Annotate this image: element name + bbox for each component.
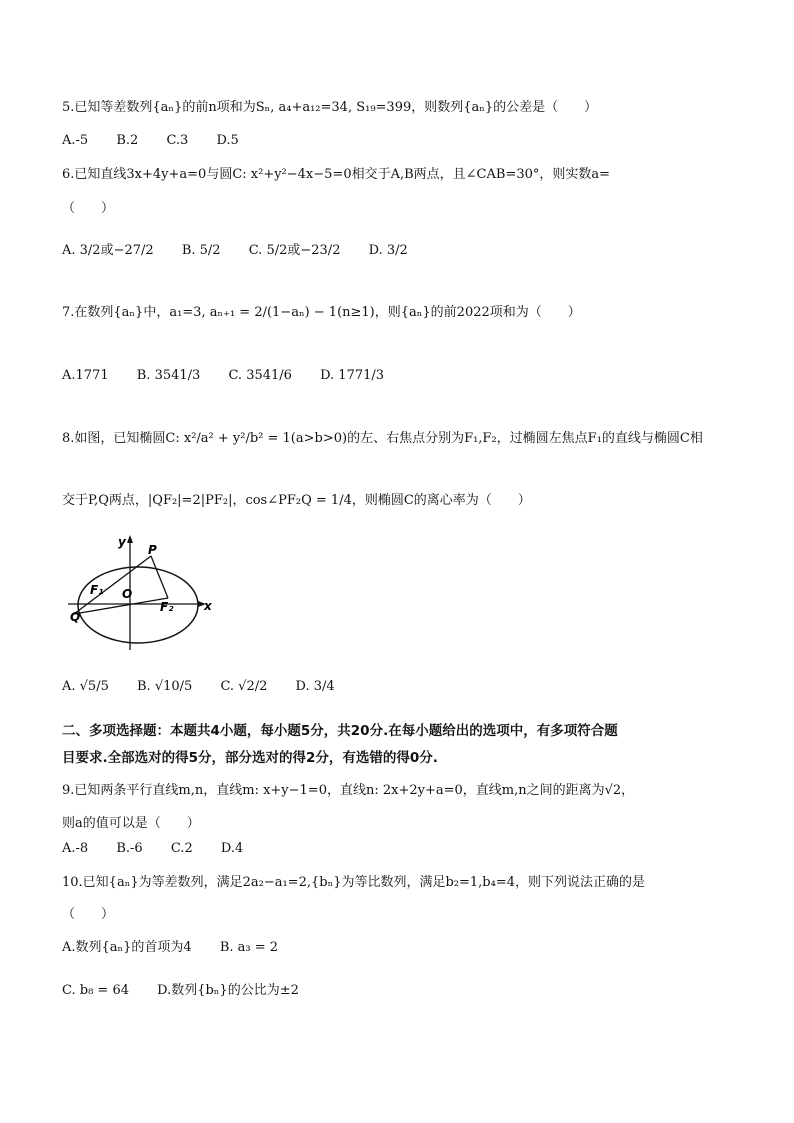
q9-stem-line1: 9.已知两条平行直线m,n，直线m: x+y−1=0，直线n: 2x+2y+a=0，直线m,n之间的距离为√2， (62, 783, 635, 798)
q8-stem-line1: 8.如图，已知椭圆C: x²/a² + y²/b² = 1(a>b>0)的左、右焦点分别为F₁,F₂，过椭圆左焦点F₁的直线与椭圆C相 (62, 431, 703, 446)
q10-stem: 10.已知{aₙ}为等差数列，满足2a₂−a₁=2,{bₙ}为等比数列，满足b₂=1,b₄=4，则下列说法正确的是 (62, 875, 645, 890)
q5-option-a: A.-5 (62, 133, 89, 148)
q6-options (62, 242, 432, 260)
q5-option-b: B.2 (116, 133, 139, 148)
q6-option-c: C. 5/2或−23/2 (248, 243, 341, 258)
q8-option-a: A. √5/5 (62, 679, 109, 694)
segment-qp (74, 556, 151, 614)
y-axis-arrow (127, 535, 133, 543)
q8-option-c: C. √2/2 (220, 679, 268, 694)
q6-option-d: D. 3/2 (368, 243, 408, 258)
q8-option-b: B. √10/5 (137, 679, 193, 694)
q5-option-c: C.3 (166, 133, 189, 148)
segment-pf2 (151, 556, 168, 598)
q8-option-d: D. 3/4 (295, 679, 335, 694)
q10-option-c: C. b₈ = 64 (62, 983, 129, 998)
q-label: Q (70, 610, 81, 624)
q9-option-c: C.2 (170, 841, 193, 856)
q5-stem: 5.已知等差数列{aₙ}的前n项和为Sₙ, a₄+a₁₂=34, S₁₉=399，则数列{aₙ}的公差是（ ） (62, 100, 598, 115)
y-label: y (118, 535, 126, 549)
q8-stem-line2: 交于P,Q两点，|QF₂|=2|PF₂|，cos∠PF₂Q = 1/4，则椭圆C的离心率为（ ） (62, 493, 531, 508)
q7-options (62, 367, 408, 385)
q7-stem: 7.在数列{aₙ}中，a₁=3, aₙ₊₁ = 2/(1−aₙ) − 1(n≥1)，则{aₙ}的前2022项和为（ ） (62, 305, 581, 320)
p-label: P (148, 543, 157, 557)
q7-option-c: C. 3541/6 (228, 368, 292, 383)
q10-option-d: D.数列{bₙ}的公比为±2 (157, 983, 299, 998)
q10-option-b: B. a₃ = 2 (219, 940, 279, 955)
q7-option-a: A.1771 (62, 368, 109, 383)
q10-option-a: A.数列{aₙ}的首项为4 (62, 940, 192, 955)
q8-options (62, 678, 359, 696)
f1-label: F₁ (90, 583, 104, 597)
q9-option-a: A.-8 (62, 841, 89, 856)
q6-option-a: A. 3/2或−27/2 (62, 243, 154, 258)
q6-stem: 6.已知直线3x+4y+a=0与圆C: x²+y²−4x−5=0相交于A,B两点，且∠CAB=30°，则实数a= (62, 167, 611, 182)
q6-option-b: B. 5/2 (181, 243, 221, 258)
q5-option-d: D.5 (216, 133, 239, 148)
o-label: O (122, 587, 133, 601)
section2-heading-line1: 二、多项选择题：本题共4小题，每小题5分，共20分.在每小题给出的选项中，有多项符合题 (62, 723, 618, 739)
ellipse-curve (78, 567, 198, 643)
q10-options-row2 (62, 982, 323, 1000)
q9-stem-line2: 则a的值可以是（ ） (62, 816, 200, 831)
ellipse-figure (60, 532, 220, 652)
q6-blank: （ ） (62, 201, 115, 216)
q9-options (62, 840, 267, 858)
q9-option-d: D.4 (220, 841, 244, 856)
q7-option-d: D. 1771/3 (320, 368, 385, 383)
section2-heading-line2: 目要求.全部选对的得5分，部分选对的得2分，有选错的得0分. (62, 750, 438, 766)
q10-blank: （ ） (62, 907, 115, 922)
segment-qf2 (74, 598, 168, 614)
q10-options-row1 (62, 939, 302, 957)
f2-label: F₂ (160, 600, 174, 614)
q9-option-b: B.-6 (116, 841, 143, 856)
x-label: x (204, 599, 212, 613)
q5-options (62, 132, 263, 150)
q7-option-b: B. 3541/3 (136, 368, 201, 383)
